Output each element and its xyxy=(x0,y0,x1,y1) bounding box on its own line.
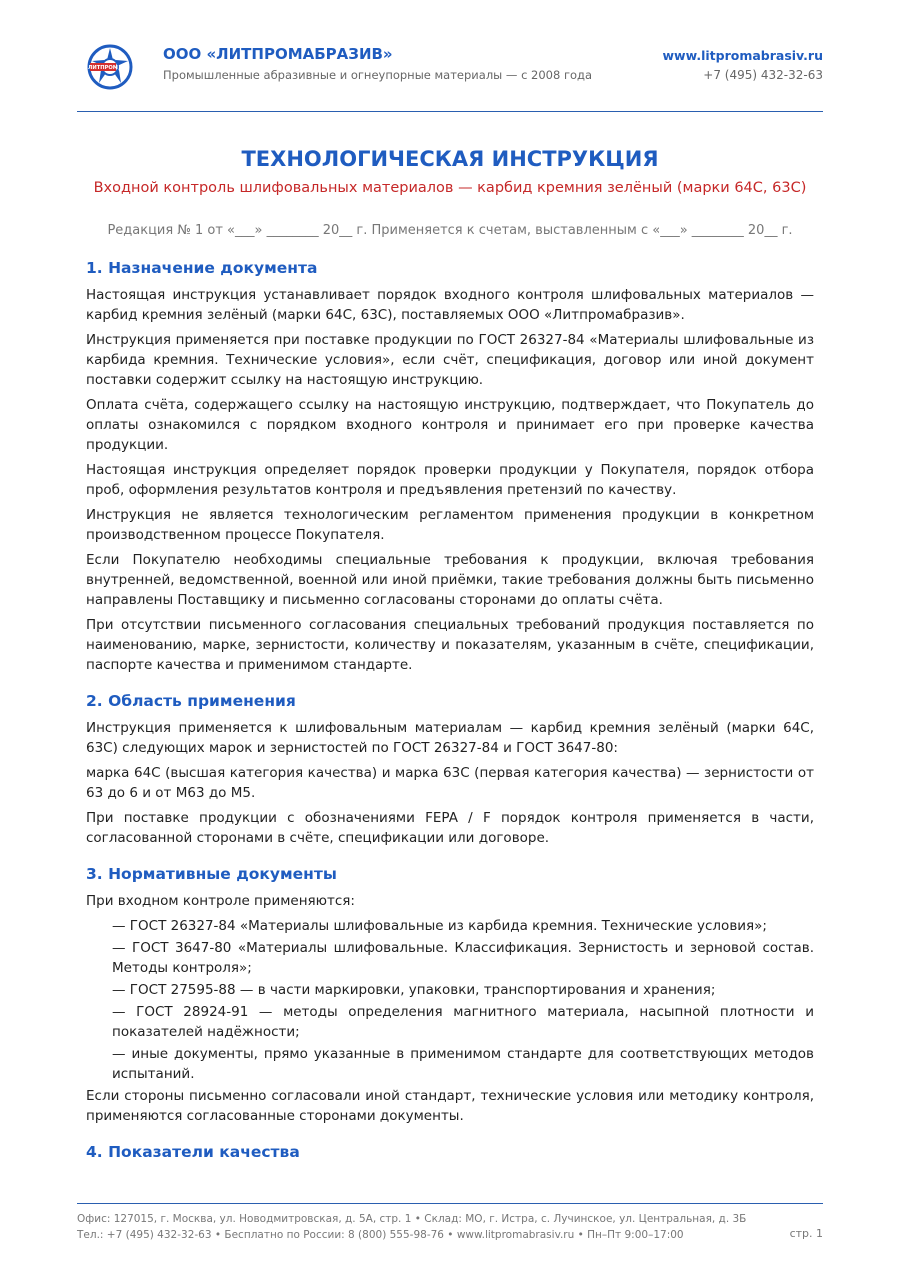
paragraph: Оплата счёта, содержащего ссылку на настоящую инструкцию, подтверждает, что Покупатель до оплаты ознакомился с порядком входного контроля и принимает его при проверке качества продукции. xyxy=(86,397,814,453)
paragraph: Инструкция применяется к шлифовальным материалам — карбид кремния зелёный (марки 64С, 63С) следующих марок и зернистостей по ГОСТ 26327-84 и ГОСТ 3647-80: xyxy=(86,720,814,756)
paragraph: При входном контроле применяются: xyxy=(86,893,355,909)
section-title: 2. Область применения xyxy=(86,692,296,710)
section-title: 3. Нормативные документы xyxy=(86,865,337,883)
edition-line: Редакция № 1 от «___» ________ 20__ г. Применяется к счетам, выставленным с «___» ________ 20__ г. xyxy=(107,223,793,238)
paragraph: Инструкция применяется при поставке продукции по ГОСТ 26327-84 «Материалы шлифовальные из карбида кремния. Технические условия», если счёт, спецификация, договор или иной документ поставки содержит ссылку на настоящую инструкцию. xyxy=(86,332,814,388)
website-link[interactable]: www.litpromabrasiv.ru xyxy=(662,48,823,63)
footer-address: Офис: 127015, г. Москва, ул. Новодмитровская, д. 5А, стр. 1 • Склад: МО, г. Истра, с. Лучинское, ул. Центральная, д. 3Б xyxy=(77,1213,747,1225)
company-name: ООО «ЛИТПРОМАБРАЗИВ» xyxy=(163,45,393,63)
document-subtitle: Входной контроль шлифовальных материалов — карбид кремния зелёный (марки 64С, 63С) xyxy=(93,180,807,196)
page-number: стр. 1 xyxy=(789,1227,823,1240)
section-title: 1. Назначение документа xyxy=(86,259,318,277)
company-logo xyxy=(87,44,133,90)
paragraph: Инструкция не является технологическим регламентом применения продукции в конкретном производственном процессе Покупателя. xyxy=(86,507,814,543)
paragraph: Если Покупателю необходимы специальные требования к продукции, включая требования внутренней, ведомственной, военной или иной приёмки, такие требования должны быть письменно направлены Поставщику и письменно согласованы сторонами до оплаты счёта. xyxy=(86,552,814,608)
document-footer xyxy=(77,1203,823,1243)
document-title: ТЕХНОЛОГИЧЕСКАЯ ИНСТРУКЦИЯ xyxy=(241,147,659,171)
list-item: — иные документы, прямо указанные в применимом стандарте для соответствующих методов испытаний. xyxy=(112,1046,814,1082)
paragraph: Если стороны письменно согласовали иной стандарт, технические условия или методику контроля, применяются согласованные сторонами документы. xyxy=(86,1088,814,1124)
list-item: — ГОСТ 28924-91 — методы определения магнитного материала, насыпной плотности и показателей надёжности; xyxy=(112,1004,814,1040)
paragraph: При поставке продукции с обозначениями FEPA / F порядок контроля применяется в части, согласованной сторонами в счёте, спецификации или договоре. xyxy=(86,810,814,846)
company-tagline: Промышленные абразивные и огнеупорные материалы — с 2008 года xyxy=(163,68,593,82)
paragraph: марка 64С (высшая категория качества) и марка 63С (первая категория качества) — зернистости от 63 до 6 и от М63 до М5. xyxy=(86,765,814,801)
footer-contacts: Тел.: +7 (495) 432-32-63 • Бесплатно по России: 8 (800) 555-98-76 • www.litpromabrasiv.ru • Пн–Пт 9:00–17:00 xyxy=(77,1229,684,1241)
section-title: 4. Показатели качества xyxy=(86,1143,300,1161)
paragraph: При отсутствии письменного согласования специальных требований продукция поставляется по наименованию, марке, зернистости, количеству и показателям, указанным в счёте, спецификации, паспорте качества и применимом стандарте. xyxy=(86,617,814,673)
list-item: — ГОСТ 3647-80 «Материалы шлифовальные. Классификация. Зернистость и зерновой состав. Методы контроля»; xyxy=(112,940,814,976)
document-header xyxy=(77,40,823,112)
header-phone: +7 (495) 432-32-63 xyxy=(703,68,823,82)
list-item: — ГОСТ 27595-88 — в части маркировки, упаковки, транспортирования и хранения; xyxy=(112,982,716,998)
logo-text: ЛИТПРОМ xyxy=(88,65,118,71)
list-item: — ГОСТ 26327-84 «Материалы шлифовальные из карбида кремния. Технические условия»; xyxy=(112,918,767,934)
paragraph: Настоящая инструкция устанавливает порядок входного контроля шлифовальных материалов — карбид кремния зелёный (марки 64С, 63С), поставляемых ООО «Литпромабразив». xyxy=(86,287,814,323)
document-body xyxy=(86,258,814,1169)
paragraph: Настоящая инструкция определяет порядок проверки продукции у Покупателя, порядок отбора проб, оформления результатов контроля и предъявления претензий по качеству. xyxy=(86,462,814,498)
